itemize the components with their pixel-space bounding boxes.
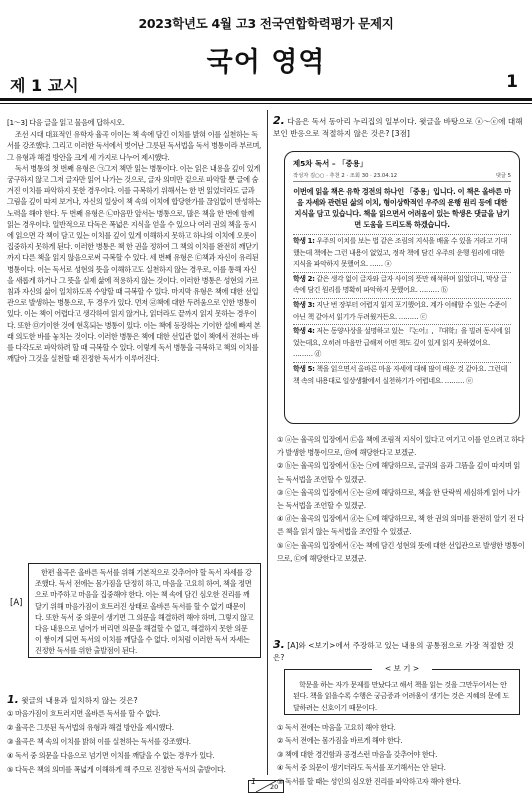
comment-text: 저는 동양사상을 설명하고 있는 『논어』, 『대학』을 빌려 동시에 읽었는데요, 오히려 마음만 급해져 어떤 책도 깊이 있게 읽지 못하였어요. ……… ⓓ bbox=[293, 327, 511, 359]
post-title: 제5차 독서 – 「중용」 bbox=[293, 159, 368, 168]
question-text: 다음은 독서 동아리 누리집의 일부이다. 윗글을 바탕으로 ⓐ～ⓔ에 대해 보인 반응으로 적절하지 않은 것은? [3점] bbox=[273, 117, 523, 138]
answer-option[interactable]: ③ 율곡은 책 속의 이치를 밝혀 이를 실천하는 독서를 강조했다. bbox=[7, 737, 191, 746]
post-meta-info: 작성자 김○○ · 추천 2 · 조회 30 · 23.04.12 bbox=[293, 173, 398, 179]
question-2-options bbox=[277, 433, 525, 565]
passage-instruction: [1～3] 다음 글을 읽고 물음에 답하시오. bbox=[7, 118, 125, 127]
passage-paragraph: 독서 병통의 첫 번째 유형은 ㉠그저 책만 읽는 병통이다. 이는 읽은 내용을 깊이 있게 궁구하지 않고 그저 글자만 읽어 나가는 것으로, 글자 의미만 겉으로 파악할 뿐 글에 숨겨진 이치를 파악하지 못한 경우이다. 이를 극복하기 위해서는 한 번 읽었더라도 글과 그림을 깊이 따져 보거나, 자신의 일상이 책 속의 이치에 합당한가를 끊임없이 반성하는 노력을 해야 한다. 두 번째 유형은 ㉡마음만 앞서는 병통으로, 많은 책을 한 번에 함께 읽는 경우이다. 일반적으로 다독은 폭넓은 지식을 얻을 수 있으나 여러 권의 책을 동시에 읽으면 각 책이 담고 있는 이치를 깊이 있게 이해하지 못하고 하나의 이치에 오롯이 집중하지 못하게 된다. 이러한 병통은 책 한 권을 정하여 그 책의 이치를 완전히 깨닫기까지 다른 책을 읽지 않음으로써 극복할 수 있다. 세 번째 유형은 ㉢책과 자신이 유리된 병통이다. 이는 독서로 성현의 뜻을 이해하고도 실천하지 않는 경우로, 이를 통해 자신을 새롭게 하거나 그 뜻을 실제 삶에 적용하지 않는 것이다. 이러한 병통은 성현의 가르침과 자신의 삶이 일치하도록 수양할 때 극복할 수 있다. 마지막 유형은 책에 대한 선입관으로 발생하는 병통으로, 두 경우가 있다. 먼저 ㉣책에 대한 두려움으로 인한 병통이 있다. 이는 책이 어렵다고 생각하여 읽지 않거나, 읽더라도 끝까지 읽지 못하는 경우이다. 또한 ㉤기이한 것에 현혹되는 병통이 있다. 이는 책에 등장하는 기이한 설에 빠져 본래 의도한 바를 놓치는 것이다. 이러한 병통은 책에 대한 선입관 없이 책에서 전하는 바를 다각도로 파악하려 할 때 극복할 수 있다. 이렇게 독서 병통을 극복하고 책의 이치를 깨달아 그것을 실천할 때 진정한 독서가 이루어진다. bbox=[7, 163, 261, 364]
page-number: 1 bbox=[506, 72, 518, 92]
answer-option[interactable]: ⑤ 다독은 책의 의미를 폭넓게 이해하게 해 주므로 진정한 독서의 출발이다. bbox=[7, 765, 226, 774]
comment-author: 학생 3: bbox=[293, 300, 315, 309]
answer-option[interactable]: ④ 독서 중 의문이 생기더라도 독서를 포기해서는 안 된다. bbox=[277, 763, 446, 773]
post-body: 이번에 읽을 책은 유학 경전의 하나인 「중용」입니다. 이 책은 올바른 마음 자세와 관련된 삶의 이치, 형이상학적인 우주의 운행 원리 등에 대한 지식을 담고 있습니다. 책을 읽으면서 어려움이 있는 학생은 댓글을 남기면 도움을 드리도록 하겠습니다. bbox=[293, 187, 511, 229]
comment-item bbox=[293, 234, 511, 271]
answer-option[interactable]: ① 독서 전에는 마음을 고요히 해야 한다. bbox=[277, 723, 396, 732]
answer-option[interactable]: ① 마음가짐이 흐트러지면 올바른 독서를 할 수 없다. bbox=[7, 709, 161, 718]
reading-passage bbox=[7, 117, 262, 364]
comment-author: 학생 2: bbox=[293, 274, 315, 283]
passage-paragraph: 조선 시대 대표적인 유학자 율곡 이이는 책 속에 담긴 이치를 밝혀 이를 실천하는 독서를 강조했다. 그리고 이러한 독서에서 벗어난 그릇된 독서법을 독서 병통이라 부르며, 그 유형과 해결 방안을 크게 세 가지로 나누어 제시했다. bbox=[7, 130, 261, 162]
comment-item bbox=[293, 272, 511, 297]
answer-option[interactable]: ④ 독서 중 의문을 다음으로 넘기면 이치를 깨달을 수 없는 경우가 있다. bbox=[7, 751, 215, 760]
answer-option[interactable]: ② 율곡은 그릇된 독서법의 유형과 해결 방안을 제시했다. bbox=[7, 723, 174, 732]
column-divider bbox=[267, 110, 268, 775]
question-text: [A]와 <보기>에서 주장하고 있는 내용의 공통점으로 가장 적절한 것은? bbox=[273, 641, 514, 662]
question-number: 2. bbox=[273, 114, 285, 127]
answer-option[interactable]: ② ⓑ는 율곡의 입장에서 ⓑ는 ㉠에 해당하므로, 글귀의 음과 그뜸을 깊이 따지며 읽는 독서법을 조언할 수 있겠군. bbox=[277, 461, 520, 484]
header-rule-thin bbox=[0, 103, 532, 104]
question-number: 1. bbox=[7, 693, 19, 706]
post-meta bbox=[293, 171, 511, 182]
question-3 bbox=[273, 639, 525, 664]
comment-text: 같은 생각 없이 글자와 글자 사이의 뜻만 해석하며 읽었더니, 막상 글 속에 담긴 원리를 명확히 파악하지 못했어요. ……… ⓑ bbox=[293, 274, 507, 295]
box-a-text: 한편 율곡은 올바른 독서를 위해 기본적으로 갖추어야 할 독서 자세를 강조했다. 독서 전에는 몸가짐을 단정히 하고, 마음을 고요히 하여, 책을 정면으로 마주하고 마음을 집중해야 한다. 이는 책 속에 담긴 심오한 진리를 깨달기 위해 마음가짐이 흐트러진 상태로 올바른 독서를 할 수 없기 때문이다. 또한 독서 중 의문이 생기면 그 의문을 해결하려 해야 하며, 그렇지 않고 다음 내용으로 넘어가 버리면 의문을 해결할 수 없고, 해결하지 못한 의문이 쌓이게 되면 독서의 이치를 깨달을 수 없다. 이처럼 이러한 독서 자세는 진정한 독서를 위한 출발점이 된다. bbox=[28, 563, 261, 658]
comment-text: 우주의 이치를 보는 법 같은 조림의 지식을 배울 수 있을 거라고 기대했는데 책에는 그런 내용이 없었고, 정작 책에 담긴 우주의 운행 원리에 대한 지식을 파악하지 못했어요. …… ⓐ bbox=[293, 237, 507, 269]
footer-page-current: 1 bbox=[251, 777, 257, 786]
comment-author: 학생 5: bbox=[293, 364, 315, 373]
comment-text: 지난 번 장부터 어렵지 읽지 포기했어요. 계가 이해할 수 있는 수준이 아닌 책 같아서 읽기가 두려웠거든요. ……… ⓒ bbox=[293, 300, 507, 321]
question-3-options bbox=[277, 721, 525, 788]
header-rule bbox=[0, 98, 532, 101]
period-label: 제 1 교시 bbox=[10, 76, 79, 95]
comment-text: 책을 읽으면서 올바른 마음 자세에 대해 많이 배운 것 같아요. 그런데 책 속의 내용대로 일상생활에서 실천하기가 어렵네요. ……… ⓔ bbox=[293, 364, 507, 385]
comment-item bbox=[293, 324, 511, 361]
answer-option[interactable]: ④ ⓓ는 율곡의 입장에서 ⓓ는 ㉡에 해당하므로, 책 한 권의 의미를 완전히 알기 전 다른 책을 읽지 않는 독서법을 조언할 수 있겠군. bbox=[277, 514, 524, 537]
comment-item bbox=[293, 298, 511, 323]
question-1 bbox=[7, 694, 262, 777]
answer-option[interactable]: ② 독서 전에는 몸가짐을 바르게 해야 한다. bbox=[277, 736, 403, 746]
bogi-box: 학문을 하는 자가 문제를 만났다고 해서 책을 읽는 것을 그만두어서는 안 된다. 책을 읽을수록 수행은 궁금증과 어려움이 생기는 것은 지혜의 문에 도달하려는 신호이기 때문이다. bbox=[284, 669, 520, 715]
exam-title: 2023학년도 4월 고3 전국연합학력평가 문제지 bbox=[138, 16, 394, 31]
question-number: 3. bbox=[273, 638, 285, 651]
comment-author: 학생 4: bbox=[293, 327, 315, 336]
footer-page-total: 20 bbox=[270, 783, 279, 791]
forum-post-box bbox=[284, 151, 520, 424]
question-text: 윗글의 내용과 일치하지 않는 것은? bbox=[21, 696, 138, 705]
answer-option[interactable]: ③ ⓒ는 율곡의 입장에서 ⓒ는 ㉣에 해당하므로, 책을 한 단락씩 세심하게 읽어 나가는 독서법을 조언할 수 있겠군. bbox=[277, 487, 520, 511]
question-2 bbox=[273, 115, 525, 140]
answer-option[interactable]: ③ 책에 대한 경건함과 공경스런 마음을 갖추어야 한다. bbox=[277, 749, 438, 759]
comment-item bbox=[293, 362, 511, 387]
answer-option[interactable]: ⑤ 독서를 할 때는 성인의 심오한 진리를 파악하고자 해야 한다. bbox=[277, 776, 461, 786]
post-comment-count: 댓글 5 bbox=[495, 173, 511, 179]
answer-option[interactable]: ⑤ ⓔ는 율곡의 입장에서 ⓔ는 책에 담긴 성현의 뜻에 대한 선입관으로 발생한 병통이므로, ㉢에 해당한다고 보겠군. bbox=[277, 540, 525, 563]
comment-author: 학생 1: bbox=[293, 237, 315, 245]
subject-title: 국어 영역 bbox=[206, 47, 326, 78]
box-a-label: [A] bbox=[10, 598, 23, 608]
answer-option[interactable]: ① ⓐ는 율곡의 입장에서 ㉢을 책에 조림적 지식이 있다고 여기고 이를 얻으려고 하다가 발생한 병통이므로, ㉤에 해당한다고 보겠군. bbox=[277, 435, 525, 458]
bogi-label: < 보 기 > bbox=[372, 663, 432, 674]
